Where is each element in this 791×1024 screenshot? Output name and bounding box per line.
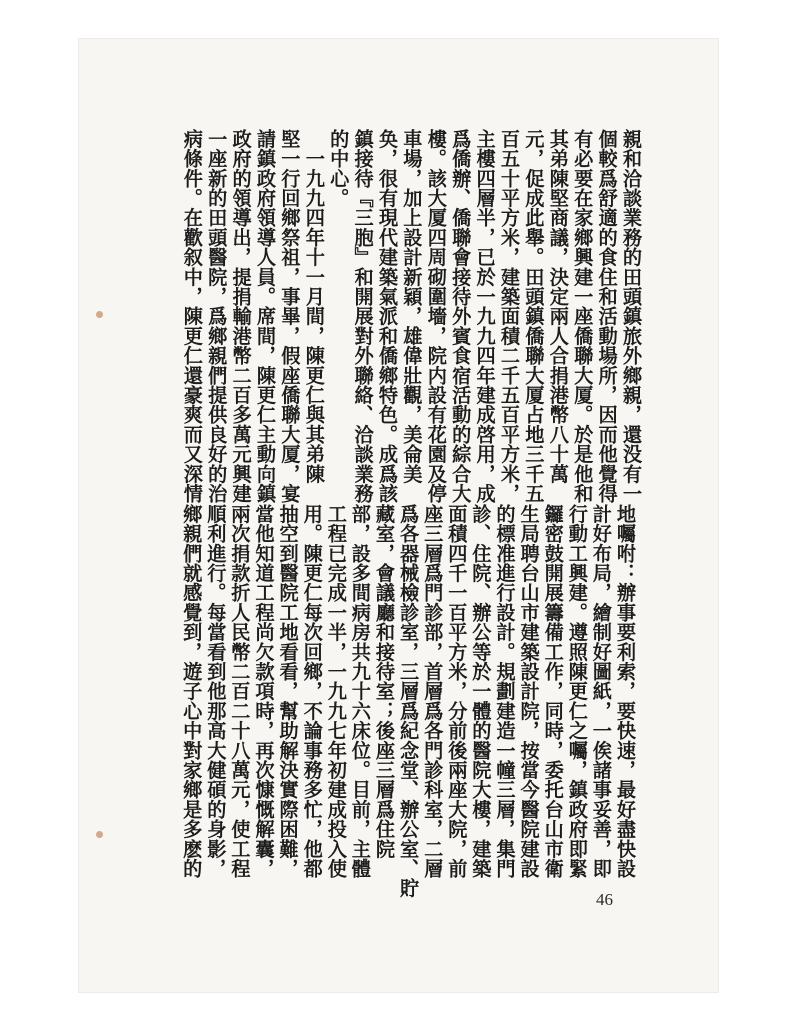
text-column: 用。陳更仁每次回鄉，不論事務多忙，他都 xyxy=(300,504,324,879)
text-column: 生局聘台山市建築設計院，按當今醫院建設 xyxy=(517,504,541,879)
text-column: 鑼密鼓開展籌備工作，同時，委托台山市衛 xyxy=(541,504,565,879)
text-column: 樓。該大厦四周砌圍墻，院内設有花園及停 xyxy=(424,129,448,504)
text-column: 診、住院、辦公等於一體的醫院大樓，建築 xyxy=(469,504,493,879)
text-column: 座三層爲門診部，首層爲各門診科室，二層 xyxy=(421,504,445,879)
text-column: 其弟陳堅商議，決定兩人合捐港幣八十萬 xyxy=(546,129,570,484)
text-column: 爲各器械檢診室，三層爲紀念堂、辦公室、貯 xyxy=(397,504,421,898)
text-column: 順利進行。每當看到他那高大健碩的身影， xyxy=(204,504,228,879)
text-column: 的標准進行設計。規劃建造一幢三層，集門 xyxy=(493,504,517,879)
text-column: 地囑咐：辦事要利索，要快速，最好盡快設 xyxy=(614,504,637,879)
text-column: 奂，很有現代建築氣派和僑鄉特色。成爲該 xyxy=(376,129,399,504)
text-column: 部，設多間病房共九十六床位。目前，主體 xyxy=(348,504,372,879)
text-column: 病條件。在歡叙中，陳更仁還豪爽而又深情 xyxy=(180,129,204,504)
text-column: 有必要在家鄉興建一座僑聯大厦。於是他和 xyxy=(571,129,595,504)
text-column: 個較爲舒適的食住和活動場所，因而他覺得 xyxy=(595,129,619,504)
text-column: 計好布局，繪制好圖紙，一俟諸事妥善，即 xyxy=(589,504,613,879)
text-column: 親和洽談業務的田頭鎮旅外鄉親，還没有一 xyxy=(620,129,643,504)
text-column: 工程已完成一半，一九九七年初建成投入使 xyxy=(324,504,348,879)
text-column: 百五十平方米，建築面積二千五百平方米， xyxy=(498,129,521,504)
text-column: 的中心。 xyxy=(327,129,351,208)
text-column: 藏室，會議廳和接待室；後座三層爲住院 xyxy=(373,504,396,859)
text-column: 請鎮政府領導人員。席間，陳更仁主動向鎮 xyxy=(254,129,277,504)
punch-hole xyxy=(96,831,103,838)
punch-hole xyxy=(96,311,103,318)
text-column: 政府的領導出，提捐輸港幣二百多萬元興建 xyxy=(229,129,253,504)
text-column: 一座新的田頭醫院，爲鄉親們提供良好的治 xyxy=(205,129,229,504)
text-column: 當他知道工程尚欠款項時，再次慷慨解囊， xyxy=(252,504,276,879)
text-column: 車場，加上設計新穎，雄偉壯觀，美侖美 xyxy=(400,129,424,484)
text-column: 元，促成此舉。田頭鎮僑聯大厦占地三千五 xyxy=(522,129,546,504)
text-column: 兩次捐款折人民幣二百二十八萬元，使工程 xyxy=(228,504,252,879)
text-column: 堅一行回鄉祭祖，事畢，假座僑聯大厦，宴 xyxy=(278,129,302,504)
text-column: 爲僑辦、僑聯會接待外賓食宿活動的綜合大 xyxy=(449,129,473,504)
text-column: 面積四千一百平方米，分前後兩座大院，前 xyxy=(445,504,469,879)
page-number: 46 xyxy=(596,890,613,909)
text-column: 一九九四年十一月間，陳更仁與其弟陳 xyxy=(302,129,326,484)
text-column: 鄉親們就感覺到，遊子心中對家鄉是多麽的 xyxy=(180,504,204,879)
text-column: 鎮接待『三胞』和開展對外聯絡、洽談業務 xyxy=(351,129,375,504)
text-column: 抽空到醫院工地看看，幫助解決實際困難， xyxy=(276,504,300,879)
text-column: 主樓四層半，已於一九九四年建成啓用，成 xyxy=(473,129,497,504)
text-column: 行動工興建。遵照陳更仁之囑，鎮政府即緊 xyxy=(565,504,589,879)
